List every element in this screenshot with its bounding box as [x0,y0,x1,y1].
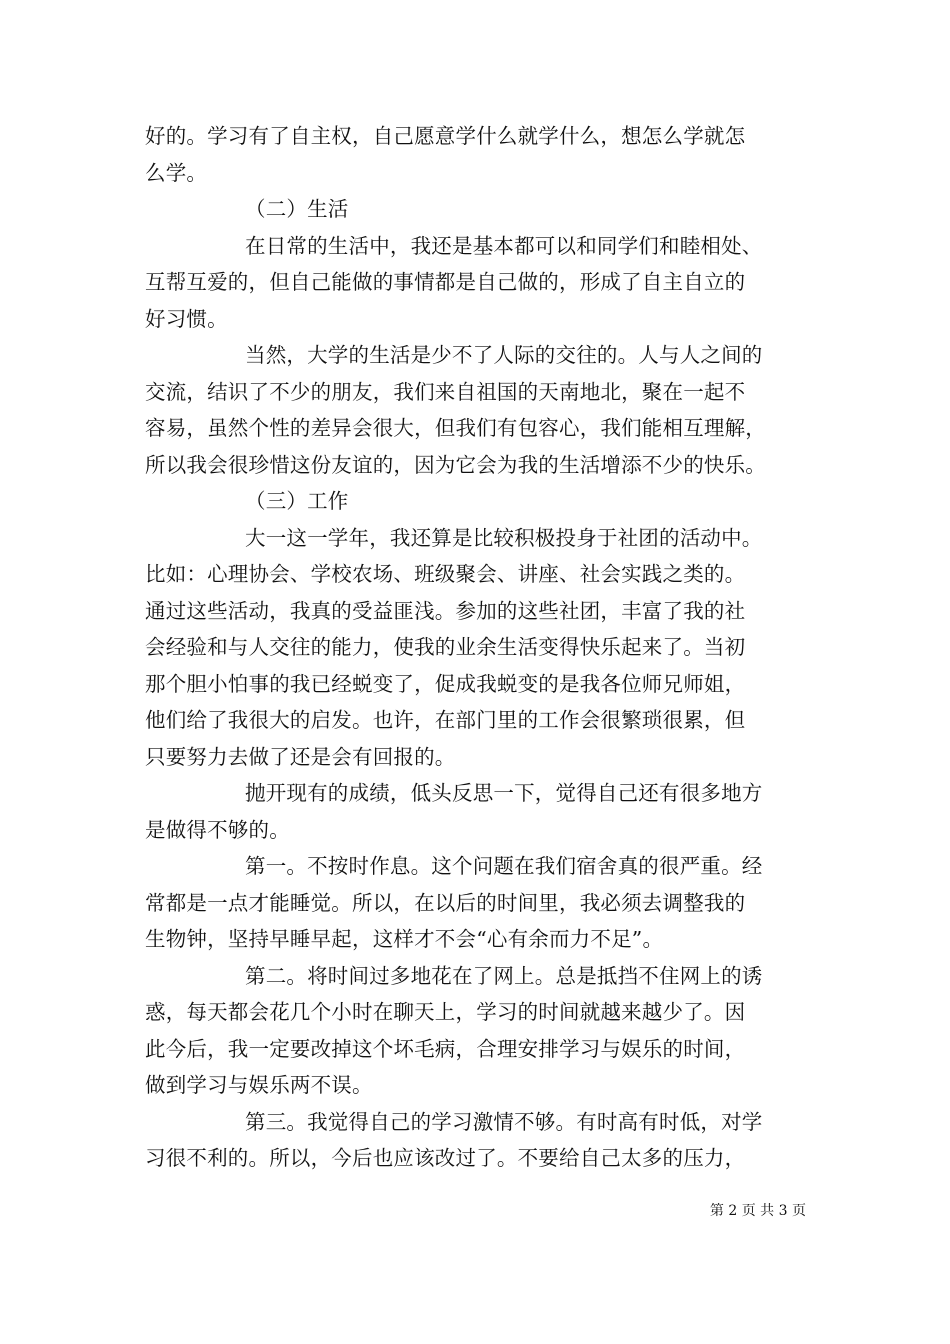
text-line: 好习惯。 [145,306,228,331]
text-line: 他们给了我很大的启发。也许，在部门里的工作会很繁琐很累，但 [145,708,746,732]
text-line: 好的。学习有了自主权，自己愿意学什么就学什么，想怎么学就怎 [145,124,746,148]
text-line: 在日常的生活中，我还是基本都可以和同学们和睦相处、 [245,233,763,258]
text-line: 比如：心理协会、学校农场、班级聚会、讲座、社会实践之类的。 [145,562,746,586]
page-number-footer: 第 2 页 共 3 页 [709,1203,806,1219]
text-line: 常都是一点才能睡觉。所以，在以后的时间里，我必须去调整我的 [145,890,746,915]
text-line: 习很不利的。所以，今后也应该改过了。不要给自己太多的压力， [145,1146,746,1170]
text-line: 是做得不够的。 [145,817,290,842]
text-line: 第二。将时间过多地花在了网上。总是抵挡不住网上的诱 [245,963,763,988]
text-line: （三）工作 [245,489,349,513]
text-line: 只要努力去做了还是会有回报的。 [145,744,456,769]
text-line: 会经验和与人交往的能力，使我的业余生活变得快乐起来了。当初 [145,635,746,659]
text-line: 第三。我觉得自己的学习激情不够。有时高有时低，对学 [245,1109,763,1134]
document-body [145,118,810,1177]
text-line: 大一这一学年，我还算是比较积极投身于社团的活动中。 [245,525,763,550]
text-line: 通过这些活动，我真的受益匪浅。参加的这些社团，丰富了我的社 [145,598,746,623]
text-line: 惑，每天都会花几个小时在聊天上，学习的时间就越来越少了。因 [145,1000,746,1024]
text-line: 第一。不按时作息。这个问题在我们宿舍真的很严重。经 [245,854,763,878]
text-line: 互帮互爱的，但自己能做的事情都是自己做的，形成了自主自立的 [145,270,746,294]
text-line: 此今后，我一定要改掉这个坏毛病，合理安排学习与娱乐的时间， [145,1036,746,1061]
text-line: 做到学习与娱乐两不误。 [145,1073,373,1097]
text-line: 抛开现有的成绩，低头反思一下，觉得自己还有很多地方 [245,781,763,805]
text-line: 那个胆小怕事的我已经蜕变了，促成我蜕变的是我各位师兄师姐， [145,671,746,696]
text-line: 么学。 [145,160,208,185]
text-line: 生物钟，坚持早睡早起，这样才不会“心有余而力不足”。 [145,927,664,951]
text-line: 交流，结识了不少的朋友，我们来自祖国的天南地北，聚在一起不 [145,379,746,404]
text-line: 容易，虽然个性的差异会很大，但我们有包容心，我们能相互理解， [145,416,766,440]
text-line: （二）生活 [245,197,349,221]
text-line: 所以我会很珍惜这份友谊的，因为它会为我的生活增添不少的快乐。 [145,452,766,477]
text-line: 当然，大学的生活是少不了人际的交往的。人与人之间的 [245,343,763,367]
